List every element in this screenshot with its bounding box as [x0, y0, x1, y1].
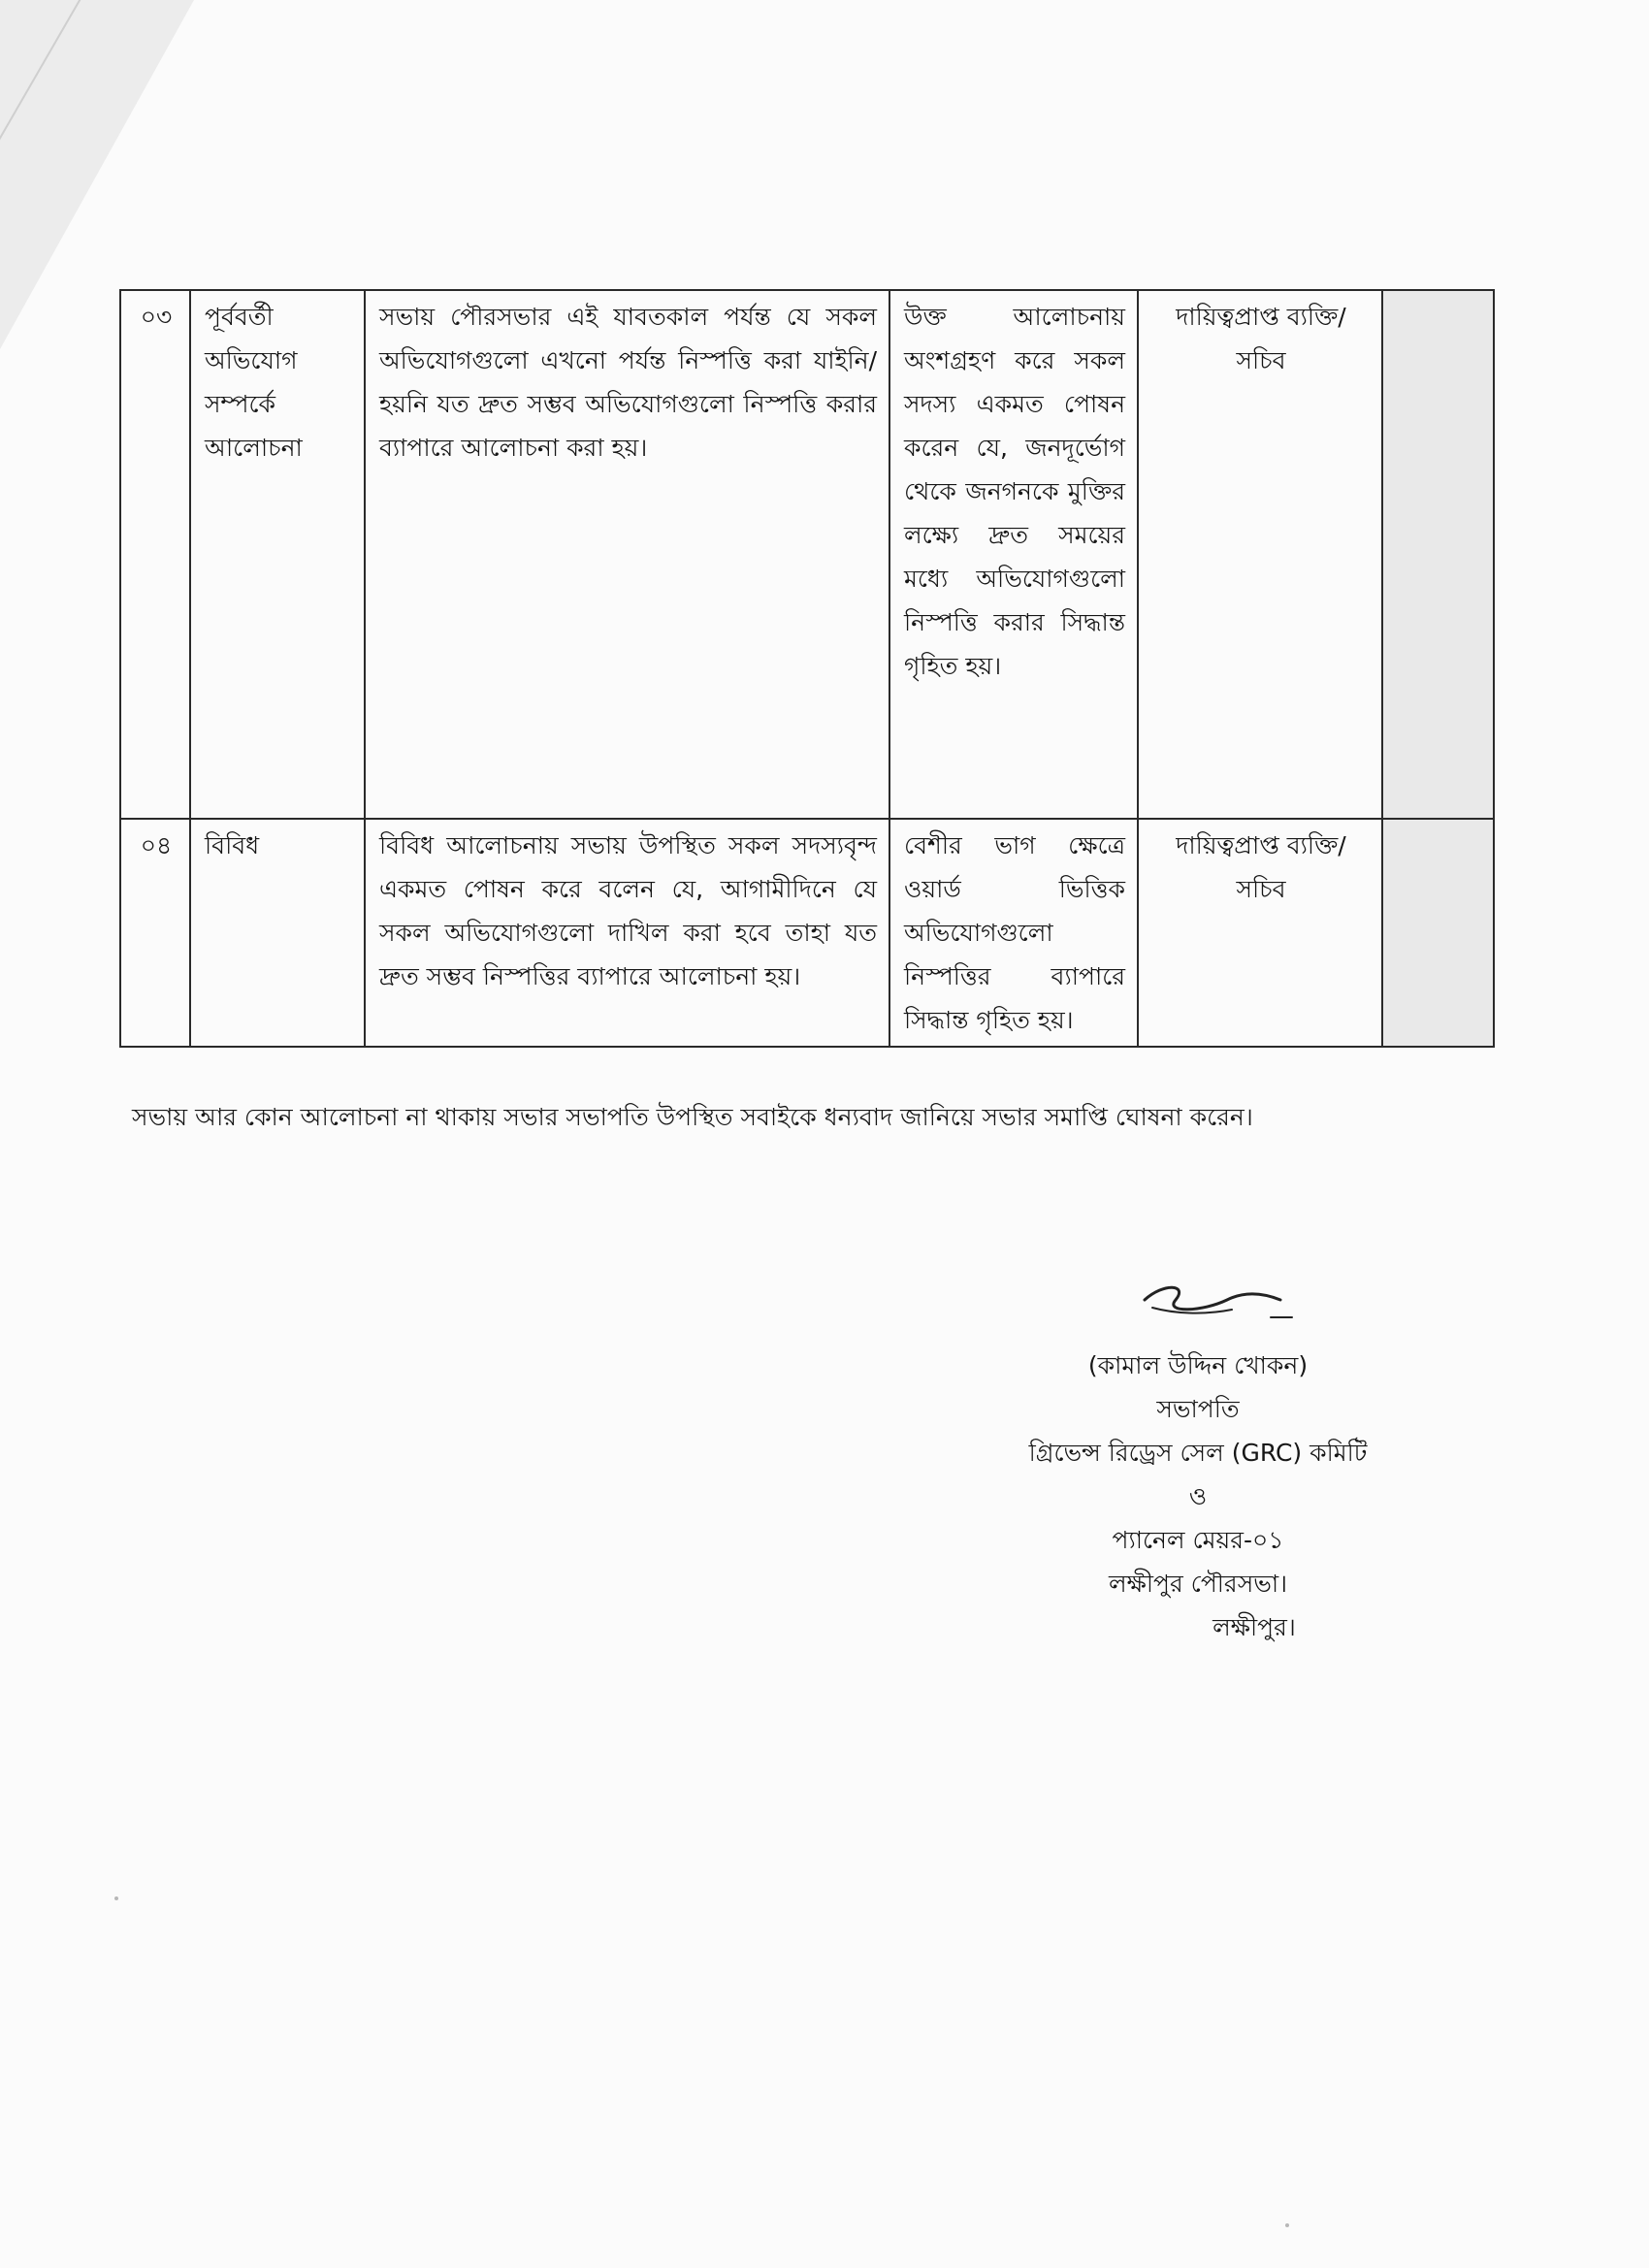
scan-speck — [114, 1896, 118, 1900]
closing-statement: সভায় আর কোন আলোচনা না থাকায় সভার সভাপতি উপস্থিত সবাইকে ধন্যবাদ জানিয়ে সভার সমাপ্তি ঘোষনা করেন। — [132, 1103, 1253, 1131]
table-row — [120, 819, 1494, 1047]
signatory-office: লক্ষীপুর পৌরসভা। — [1108, 1570, 1288, 1598]
signatory-name: (কামাল উদ্দিন খোকন) — [1087, 1351, 1309, 1379]
signatory-place: লক্ষীপুর। — [1212, 1613, 1296, 1641]
row-decision: বেশীর ভাগ ক্ষেত্রে ওয়ার্ড ভিত্তিক অভিযোগগুলো নিস্পত্তির ব্যাপারে সিদ্ধান্ত গৃহিত হয়। — [889, 819, 1138, 1047]
row-responsible: দায়িত্বপ্রাপ্ত ব্যক্তি/ সচিব — [1138, 290, 1382, 819]
row-number: ০৪ — [120, 819, 190, 1047]
row-discussion: বিবিধ আলোচনায় সভায় উপস্থিত সকল সদস্যবৃন্দ একমত পোষন করে বলেন যে, আগামীদিনে যে সকল অভিযোগগুলো দাখিল করা হবে তাহা যত দ্রুত সম্ভব নিস্পত্তির ব্যাপারে আলোচনা হয়। — [365, 819, 889, 1047]
row-remarks — [1382, 290, 1494, 819]
signatory-role: সভাপতি — [1156, 1395, 1240, 1423]
signatory-conjunction: ও — [1188, 1482, 1208, 1510]
row-decision: উক্ত আলোচনায় অংশগ্রহণ করে সকল সদস্য একমত পোষন করেন যে, জনদূর্ভোগ থেকে জনগনকে মুক্তির লক্ষ্যে দ্রুত সময়ের মধ্যে অভিযোগগুলো নিস্পত্তি করার সিদ্ধান্ত গৃহিত হয়। — [889, 290, 1138, 819]
signature-block — [970, 1344, 1426, 1649]
row-topic: পূর্ববর্তী অভিযোগ সম্পর্কে আলোচনা — [190, 290, 365, 819]
scan-speck — [1285, 2223, 1289, 2227]
signatory-panel: প্যানেল মেয়র-০১ — [1112, 1526, 1284, 1554]
table-row — [120, 290, 1494, 819]
row-responsible: দায়িত্বপ্রাপ্ত ব্যক্তি/ সচিব — [1138, 819, 1382, 1047]
row-topic: বিবিধ — [190, 819, 365, 1047]
signature-mark — [1135, 1271, 1300, 1329]
signatory-committee: গ্রিভেন্স রিড্রেস সেল (GRC) কমিটি — [1028, 1439, 1368, 1467]
row-discussion: সভায় পৌরসভার এই যাবতকাল পর্যন্ত যে সকল অভিযোগগুলো এখনো পর্যন্ত নিস্পত্তি করা যাইনি/হয়নি যত দ্রুত সম্ভব অভিযোগগুলো নিস্পত্তি করার ব্যাপারে আলোচনা করা হয়। — [365, 290, 889, 819]
row-remarks — [1382, 819, 1494, 1047]
minutes-table — [119, 289, 1495, 1048]
row-number: ০৩ — [120, 290, 190, 819]
